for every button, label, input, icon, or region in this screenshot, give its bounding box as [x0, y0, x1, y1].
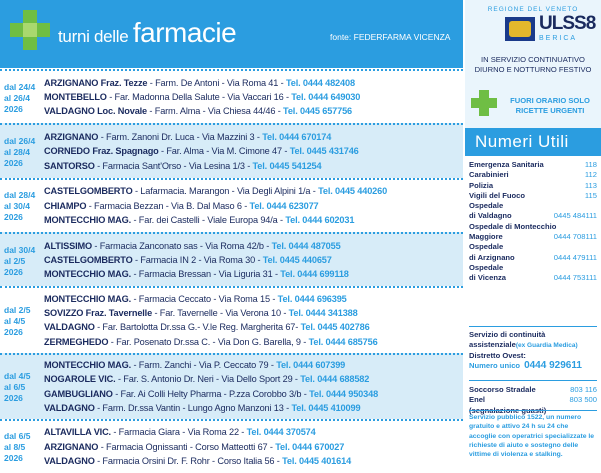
veneto-logo: [505, 17, 535, 41]
numeri-utili-title: Numeri Utili: [465, 128, 601, 156]
pharmacy-town: VALDAGNO: [44, 402, 95, 413]
pharmacy-town: NOGAROLE VIC.: [44, 374, 116, 385]
pharmacy-list: [44, 76, 461, 119]
pharmacy-details: - Farmacia Sant'Orso - Via Lesina 1/3 -: [94, 160, 253, 171]
pharmacy-entry: [44, 159, 461, 173]
pharmacy-town: SOVIZZO Fraz. Tavernelle: [44, 308, 153, 319]
soccorso-label: Soccorso Stradale: [469, 385, 536, 394]
numero-value: 0444 479111: [553, 252, 597, 262]
pharmacy-entry: [44, 90, 461, 104]
pharmacy-details: - Far. Ai Colli Helty Pharma - P.zza Corobbo 3/b -: [112, 388, 310, 399]
pharmacy-entry: [44, 320, 461, 334]
soccorso-entry: [469, 395, 597, 405]
schedule-row: [0, 419, 463, 473]
page-title: [58, 17, 236, 49]
soccorso-value: 803 500: [569, 395, 597, 405]
pharmacy-phone: Tel. 0444 341388: [288, 308, 358, 319]
continuita-line4a: Numero unico: [469, 361, 521, 370]
numero-utile: [469, 242, 597, 252]
source-label: fonte: FEDERFARMA VICENZA: [330, 32, 451, 42]
numero-label: di Valdagno: [469, 211, 512, 221]
pharmacy-town: GAMBUGLIANO: [44, 388, 113, 399]
pharmacy-town: MONTECCHIO MAG.: [44, 359, 132, 370]
pharmacy-list: [44, 358, 461, 416]
pharmacy-phone: Tel. 0444 602031: [285, 215, 355, 226]
pharmacy-phone: Tel. 0444 670174: [262, 131, 332, 142]
pharmacy-phone: Tel. 0445 440260: [318, 186, 388, 197]
date-line: dal 24/4: [4, 81, 36, 92]
schedule-row: [0, 232, 463, 286]
date-range: [4, 190, 38, 223]
schedule-row: [0, 286, 463, 352]
numero-utile: [469, 160, 597, 170]
date-line: al 2/5: [4, 255, 26, 266]
date-range: [4, 305, 38, 338]
pharmacy-details: - Far. Madonna Della Salute - Via Vaccari 16 -: [106, 91, 292, 102]
regione-label: REGIONE DEL VENETO: [487, 6, 579, 13]
pharmacy-entry: [44, 335, 461, 349]
pharmacy-phone: Tel. 0444 623077: [249, 200, 319, 211]
date-range: [4, 82, 38, 115]
continuita-line3: Distretto Ovest:: [469, 351, 526, 360]
fuori-line: RICETTE URGENTI: [515, 106, 585, 115]
date-line: al 4/5: [4, 315, 26, 326]
soccorso-value: 803 116: [570, 385, 597, 394]
pharmacy-entry: [44, 292, 461, 306]
continuita-line2b: (ex Guardia Medica): [515, 342, 578, 349]
numero-label: Carabinieri: [469, 170, 509, 180]
numero-label: di Vicenza: [469, 273, 507, 283]
pharmacy-phone: Tel. 0445 657756: [283, 106, 352, 117]
continuita-number: 0444 929611: [524, 360, 582, 371]
date-line: dal 30/4: [4, 244, 36, 255]
date-line: 2026: [4, 266, 23, 277]
date-line: al 6/5: [4, 382, 26, 393]
pharmacy-town: MONTECCHIO MAG.: [44, 269, 132, 280]
numero-utile: [469, 181, 597, 191]
pharmacy-details: - Farm. Zanchi - Via P. Ceccato 79 -: [131, 359, 277, 370]
pharmacy-town: MONTEBELLO: [44, 91, 107, 102]
numeri-utili-list: [469, 160, 597, 284]
pharmacy-details: - Farmacia Giara - Via Roma 22 -: [110, 427, 247, 438]
pharmacy-phone: Tel. 0444 950348: [309, 388, 379, 399]
fuori-line: FUORI ORARIO SOLO: [510, 96, 590, 105]
date-line: 2026: [4, 103, 23, 114]
numero-utile: [469, 222, 597, 232]
numero-label: Maggiore: [469, 232, 503, 242]
pharmacy-phone: Tel. 0444 487055: [271, 240, 341, 251]
pharmacy-town: MONTECCHIO MAG.: [44, 293, 132, 304]
date-line: dal 26/4: [4, 136, 36, 147]
pharmacy-list: [44, 239, 461, 282]
pharmacy-entry: [44, 239, 461, 253]
date-line: dal 28/4: [4, 190, 36, 201]
pharmacy-town: CASTELGOMBERTO: [44, 186, 133, 197]
date-range: [4, 371, 38, 404]
pharmacy-details: - Farm. Alma - Via Chiesa 44/46 -: [147, 106, 284, 117]
date-line: dal 6/5: [4, 431, 31, 442]
pharmacy-phone: Tel. 0444 685756: [308, 336, 378, 347]
pharmacy-details: - Far. S. Antonio Dr. Neri - Via Dello Sport 29 -: [115, 374, 301, 385]
numero-utile: [469, 232, 597, 242]
sidebar: [465, 0, 601, 473]
numero-value: 0444 753111: [553, 273, 597, 283]
divider: [469, 410, 597, 411]
pharmacy-entry: [44, 358, 461, 372]
pharmacy-phone: Tel. 0445 401614: [282, 455, 352, 466]
numero-value: 113: [584, 180, 597, 190]
pharmacy-entry: [44, 425, 461, 439]
pharmacy-entry: [44, 306, 461, 320]
servizio-1522-text: Servizio pubblico 1522, un numero gratuito e attivo 24 h su 24 che accoglie con operatrici specializzate le richieste di aiuto e sostegno delle vittime di violenza e stalking.: [469, 414, 595, 459]
pharmacy-entry: [44, 253, 461, 267]
numero-utile: [469, 253, 597, 263]
schedule-row: [0, 178, 463, 232]
pharmacy-phone: Tel. 0444 688582: [300, 374, 370, 385]
pharmacy-entry: [44, 130, 461, 144]
pharmacy-phone: Tel. 0445 431746: [289, 146, 359, 157]
date-line: dal 4/5: [4, 371, 31, 382]
green-cross-icon: [471, 90, 497, 116]
pharmacy-phone: Tel. 0444 370574: [246, 427, 316, 438]
pharmacy-cross-icon: [10, 10, 50, 50]
date-line: dal 2/5: [4, 304, 31, 315]
pharmacy-entry: [44, 199, 461, 213]
pharmacy-phone: Tel. 0444 649030: [291, 91, 361, 102]
pharmacy-town: VALDAGNO Loc. Novale: [44, 106, 148, 117]
servizio-text: [469, 55, 597, 75]
soccorso-label: (segnalazione guasti): [469, 405, 547, 415]
numero-label: Ospedale: [469, 242, 504, 252]
pharmacy-list: [44, 184, 461, 227]
date-line: 2026: [4, 212, 23, 223]
servizio-line: IN SERVIZIO CONTINUATIVO: [481, 55, 585, 64]
pharmacy-phone: Tel. 0445 541254: [252, 160, 322, 171]
ulss-number: 8: [585, 13, 596, 34]
pharmacy-details: - Far. dei Castelli - Viale Europa 94/a -: [131, 215, 286, 226]
numero-label: di Arzignano: [469, 252, 515, 262]
numero-utile: [469, 273, 597, 283]
soccorso-block: [469, 385, 597, 416]
date-line: al 26/4: [4, 92, 30, 103]
date-range: [4, 245, 38, 278]
pharmacy-details: - Far. Tavernelle - Via Verona 10 -: [152, 308, 289, 319]
pharmacy-details: - Farmacia Orsini Dr. F. Rohr - Corso Italia 56 -: [94, 455, 283, 466]
pharmacy-entry: [44, 372, 461, 386]
pharmacy-town: ARZIGNANO Fraz. Tezze: [44, 77, 148, 88]
pharmacy-town: ARZIGNANO: [44, 441, 99, 452]
numero-label: Ospedale: [469, 201, 504, 211]
pharmacy-town: SANTORSO: [44, 160, 95, 171]
date-line: al 30/4: [4, 201, 30, 212]
ulss-panel: [465, 0, 601, 144]
pharmacy-entry: [44, 440, 461, 454]
date-line: al 28/4: [4, 147, 30, 158]
numero-label: Ospedale di Montecchio: [469, 221, 557, 231]
pharmacy-details: - Farmacia Bezzan - Via B. Dal Maso 6 -: [86, 200, 250, 211]
title-part1: turni delle: [58, 27, 133, 46]
pharmacy-details: - Farmacia Ceccato - Via Roma 15 -: [131, 293, 278, 304]
pharmacy-details: - Lafarmacia. Marangon - Via Degli Alpini 1/a -: [132, 186, 319, 197]
numero-utile: [469, 211, 597, 221]
numero-utile: [469, 170, 597, 180]
schedule-row: [0, 123, 463, 177]
pharmacy-details: - Farmacia Bressan - Via Liguria 31 -: [131, 269, 281, 280]
pharmacy-details: - Far. Posenato Dr.ssa C. - Via Don G. Barella, 9 -: [108, 336, 309, 347]
numero-utile: [469, 201, 597, 211]
pharmacy-town: CORNEDO Fraz. Spagnago: [44, 146, 159, 157]
numero-value: 0445 484111: [553, 211, 597, 221]
pharmacy-details: - Far. Bartolotta Dr.ssa G.- V.le Reg. Margherita 67-: [94, 322, 301, 333]
numero-value: 115: [584, 190, 597, 200]
pharmacy-details: - Far. Alma - Via M. Cimone 47 -: [158, 146, 290, 157]
pharmacy-phone: Tel. 0444 670027: [275, 441, 345, 452]
date-line: 2026: [4, 326, 23, 337]
pharmacy-town: VALDAGNO: [44, 322, 95, 333]
numero-label: Polizia: [469, 180, 494, 190]
pharmacy-details: - Farm. Dr.ssa Vantin - Lungo Agno Manzoni 13 -: [94, 402, 292, 413]
numero-utile: [469, 263, 597, 273]
pharmacy-entry: [44, 104, 461, 118]
pharmacy-entry: [44, 213, 461, 227]
pharmacy-town: ALTAVILLA VIC.: [44, 427, 111, 438]
pharmacy-details: - Farm. Zanoni Dr. Luca - Via Mazzini 3 -: [98, 131, 263, 142]
date-range: [4, 136, 38, 169]
divider: [469, 326, 597, 327]
divider: [469, 380, 597, 381]
pharmacy-list: [44, 130, 461, 173]
pharmacy-entry: [44, 144, 461, 158]
pharmacy-phone: Tel. 0444 482408: [285, 77, 355, 88]
date-line: al 8/5: [4, 442, 26, 453]
schedule-row: [0, 69, 463, 123]
numero-label: Ospedale: [469, 262, 504, 272]
ulss-label: ULSS8: [539, 13, 596, 34]
pharmacy-phone: Tel. 0445 410099: [291, 402, 361, 413]
pharmacy-phone: Tel. 0444 699118: [280, 269, 349, 280]
pharmacy-town: ZERMEGHEDO: [44, 336, 109, 347]
lion-icon: [509, 21, 531, 37]
numero-utile: [469, 191, 597, 201]
pharmacy-phone: Tel. 0445 402786: [300, 322, 370, 333]
continuita-block: [469, 330, 597, 371]
pharmacy-town: CASTELGOMBERTO: [44, 254, 133, 265]
pharmacy-list: [44, 292, 461, 350]
pharmacy-town: ARZIGNANO: [44, 131, 99, 142]
pharmacy-town: ALTISSIMO: [44, 240, 92, 251]
numero-label: Emergenza Sanitaria: [469, 160, 544, 169]
header-banner: [0, 0, 463, 68]
pharmacy-entry: [44, 401, 461, 415]
pharmacy-details: - Farm. De Antoni - Via Roma 41 -: [147, 77, 286, 88]
pharmacy-entry: [44, 76, 461, 90]
pharmacy-list: [44, 425, 461, 468]
pharmacy-phone: Tel. 0444 696395: [277, 293, 347, 304]
servizio-line: DIURNO E NOTTURNO FESTIVO: [474, 65, 592, 74]
continuita-line2a: assistenziale: [469, 340, 516, 349]
continuita-line1: Servizio di continuità: [469, 330, 546, 339]
pharmacy-entry: [44, 267, 461, 281]
pharmacy-entry: [44, 454, 461, 468]
pharmacy-details: - Farmacia IN 2 - Via Roma 30 -: [132, 254, 263, 265]
numero-value: 0444 708111: [553, 232, 597, 242]
numero-label: Vigili del Fuoco: [469, 190, 525, 200]
pharmacy-details: - Farmacia Ognissanti - Corso Matteotti 67 -: [98, 441, 276, 452]
pharmacy-phone: Tel. 0445 440657: [262, 254, 332, 265]
pharmacy-details: - Farmacia Zanconato sas - Via Roma 42/b -: [92, 240, 272, 251]
pharmacy-town: MONTECCHIO MAG.: [44, 215, 132, 226]
fuori-orario-text: [501, 96, 599, 116]
soccorso-entry: [469, 385, 597, 395]
numero-value: 112: [584, 170, 597, 180]
numero-value: 118: [584, 160, 597, 169]
soccorso-label: Enel: [469, 395, 486, 405]
date-line: 2026: [4, 158, 23, 169]
pharmacy-town: CHIAMPO: [44, 200, 87, 211]
pharmacy-entry: [44, 184, 461, 198]
date-range: [4, 431, 38, 464]
pharmacy-entry: [44, 387, 461, 401]
schedule-row: [0, 353, 463, 419]
pharmacy-town: VALDAGNO: [44, 455, 95, 466]
date-line: 2026: [4, 393, 23, 404]
pharmacy-phone: Tel. 0444 607399: [276, 359, 346, 370]
date-line: 2026: [4, 453, 23, 464]
berica-label: BERICA: [539, 35, 578, 42]
title-part2: farmacie: [132, 17, 237, 48]
